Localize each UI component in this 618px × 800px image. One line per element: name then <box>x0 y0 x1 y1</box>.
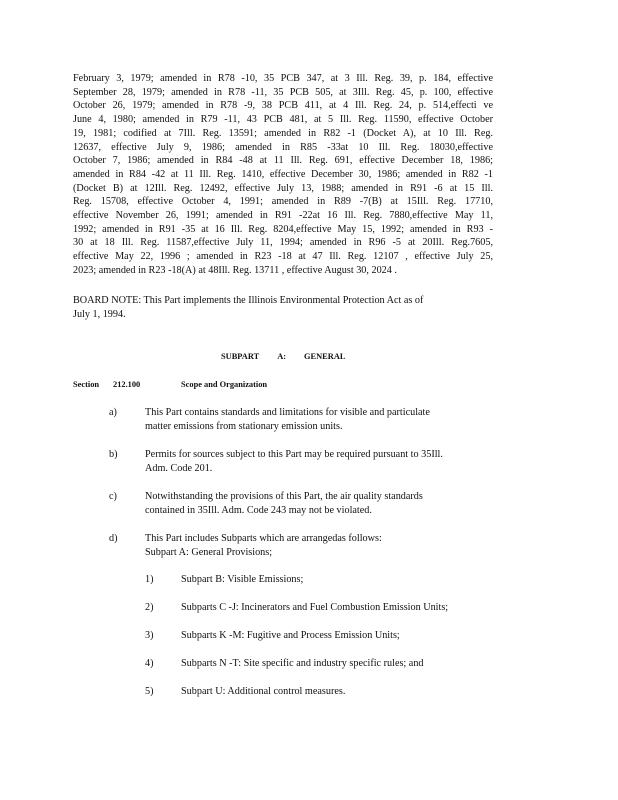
history-line: 19, 1981; codified at 7Ill. Reg. 13591; amended in R82 -1 (Docket A), at 10 Ill. Reg. <box>73 127 493 139</box>
history-paragraph <box>73 72 493 278</box>
history-line: October 7, 1986; amended in R84 -48 at 11 Ill. Reg. 691, effective December 18, 1986; <box>73 155 493 167</box>
sub-list-item-text: Subparts K -M: Fugitive and Process Emission Units; <box>181 630 400 641</box>
list-item-text <box>145 490 423 518</box>
list-item-line: Subpart A: General Provisions; <box>145 547 273 558</box>
section-label: Section <box>73 380 100 389</box>
sub-list-item-text: Subpart U: Additional control measures. <box>181 686 346 697</box>
list-item-label: c) <box>109 491 117 502</box>
subpart-heading <box>221 352 363 361</box>
list-item-label: b) <box>109 449 118 460</box>
sub-list-item-text: Subparts N -T: Site specific and industry specific rules; and <box>181 658 424 669</box>
history-line: 30 at 18 Ill. Reg. 11587,effective July 11, 1994; amended in R96 -5 at 20Ill. Reg.7605, <box>73 237 493 249</box>
subpart-title: GENERAL <box>304 352 346 361</box>
sub-list-item-text: Subparts C -J: Incinerators and Fuel Combustion Emission Units; <box>181 602 449 613</box>
subpart-word: SUBPART <box>221 352 260 361</box>
history-line: amended in R84 -42 at 11 Ill. Reg. 1410, effective December 30, 1986; amended in R82 -1 <box>73 168 493 180</box>
sub-list-item-label: 5) <box>145 686 154 697</box>
history-line: (Docket B) at 12Ill. Reg. 12492, effective July 13, 1988; amended in R91 -6 at 15 Ill. <box>73 182 493 194</box>
list-item-line: Adm. Code 201. <box>145 463 213 474</box>
list-item-text <box>145 532 382 560</box>
history-line: Reg. 15708, effective October 4, 1991; amended in R89 -7(B) at 15Ill. Reg. 17710, <box>73 196 493 208</box>
section-title: Scope and Organization <box>181 380 268 389</box>
history-line: June 4, 1980; amended in R79 -11, 43 PCB 481, at 5 Ill. Reg. 11590, effective October <box>73 114 493 126</box>
history-line: September 28, 1979; amended in R78 -11, 35 PCB 505, at 3Ill. Reg. 45, p. 100, effective <box>73 86 493 98</box>
list-item-label: a) <box>109 407 117 418</box>
board-note-line: BOARD NOTE: This Part implements the Illinois Environmental Protection Act as of <box>73 295 424 306</box>
sub-list-item-label: 2) <box>145 602 154 613</box>
section-number: 212.100 <box>113 380 141 389</box>
list-item-text <box>145 448 443 476</box>
history-line: effective November 26, 1991; amended in R91 -22at 16 Ill. Reg. 7880,effective May 11, <box>73 210 493 222</box>
list-item-label: d) <box>109 533 118 544</box>
list-item-text <box>145 406 430 434</box>
history-line: 1992; amended in R91 -35 at 16 Ill. Reg. 8204,effective May 15, 1992; amended in R93 - <box>73 223 493 235</box>
history-line: October 26, 1979; amended in R78 -9, 38 PCB 411, at 4 Ill. Reg. 24, p. 514,effecti ve <box>73 100 493 112</box>
list-item-line: matter emissions from stationary emission units. <box>145 421 343 432</box>
list-item-line: This Part contains standards and limitations for visible and particulate <box>145 407 430 418</box>
history-line: 12637, effective July 9, 1986; amended in R85 -33at 10 Ill. Reg. 18030,effective <box>73 141 493 153</box>
sub-list-item-label: 4) <box>145 658 154 669</box>
list-item-line: This Part includes Subparts which are arrangedas follows: <box>145 533 382 544</box>
board-note <box>73 294 493 322</box>
sub-list-item-label: 3) <box>145 630 154 641</box>
list-item-line: contained in 35Ill. Adm. Code 243 may not be violated. <box>145 505 372 516</box>
list-item-line: Permits for sources subject to this Part may be required pursuant to 35Ill. <box>145 449 443 460</box>
history-line: 2023; amended in R23 -18(A) at 48Ill. Reg. 13711 , effective August 30, 2024 . <box>73 264 397 276</box>
board-note-line: July 1, 1994. <box>73 309 126 320</box>
list-item-line: Notwithstanding the provisions of this Part, the air quality standards <box>145 491 423 502</box>
sub-list-item-label: 1) <box>145 574 154 585</box>
subpart-letter: A: <box>277 352 287 361</box>
sub-list-item-text: Subpart B: Visible Emissions; <box>181 574 304 585</box>
history-line: February 3, 1979; amended in R78 -10, 35 PCB 347, at 3 Ill. Reg. 39, p. 184, effective <box>73 73 493 84</box>
history-line: effective May 22, 1996 ; amended in R23 -18 at 47 Ill. Reg. 12107 , effective July 25, <box>73 251 493 263</box>
